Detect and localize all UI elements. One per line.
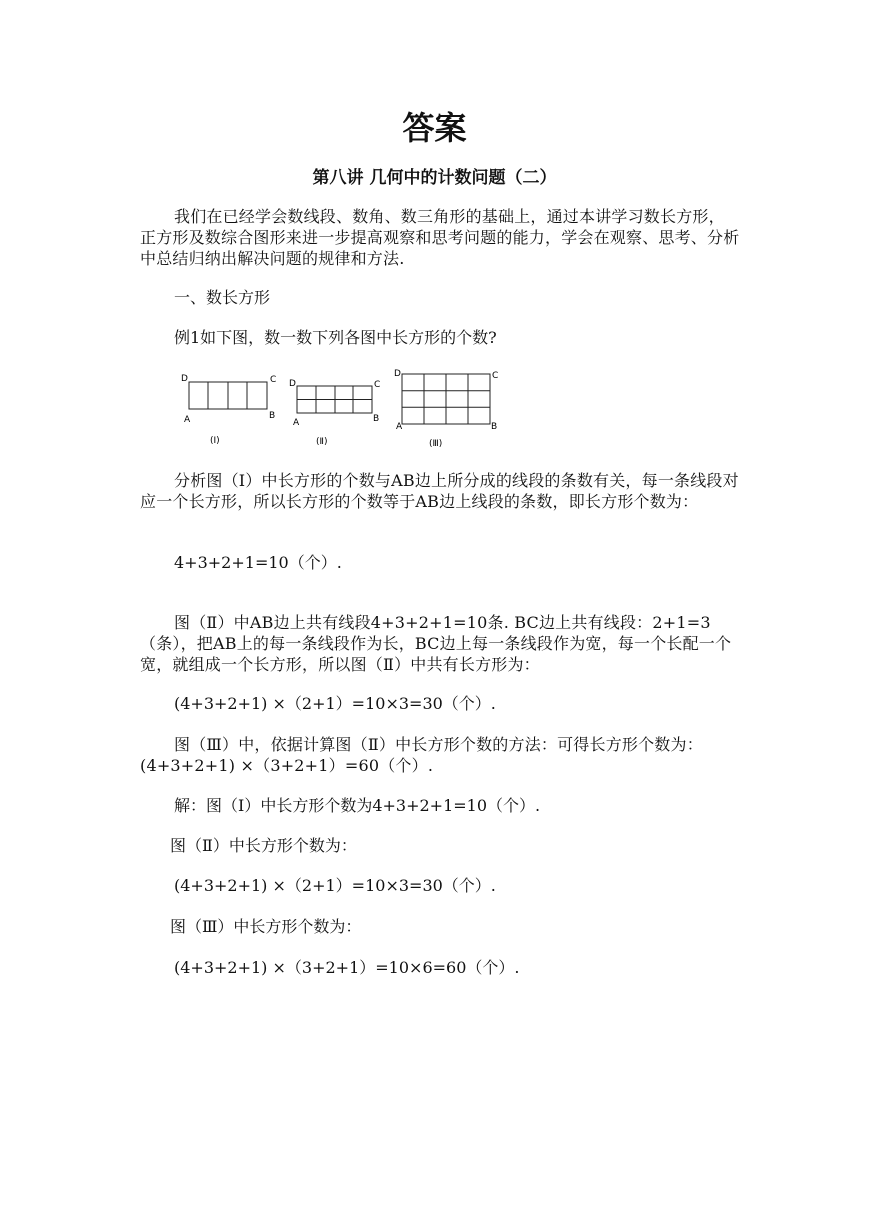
fig3-label-d: D	[394, 369, 401, 379]
solution-line-1: 解：图（Ⅰ）中长方形个数为4+3+2+1=10（个）.	[174, 796, 541, 815]
fig1-caption: (Ⅰ)	[210, 436, 220, 446]
solution-label-3: 图（Ⅲ）中长方形个数为：	[170, 917, 362, 936]
formula-1: 4+3+2+1=10（个）.	[174, 553, 342, 572]
fig2-label-a: A	[293, 418, 300, 428]
fig2-label-b: B	[373, 414, 380, 424]
fig3-caption: (Ⅲ)	[429, 439, 443, 449]
lecture-subtitle: 第八讲 几何中的计数问题（二）	[312, 168, 557, 188]
solution-formula-3: (4+3+2+1) ×（3+2+1）=10×6=60（个）.	[174, 958, 520, 977]
section-heading: 一、数长方形	[174, 288, 271, 307]
figure-1	[189, 382, 267, 409]
fig1-label-a: A	[184, 415, 191, 425]
page-title: 答案	[402, 109, 467, 147]
fig3-label-b: B	[491, 422, 498, 432]
formula-2: (4+3+2+1) ×（2+1）=10×3=30（个）.	[174, 694, 496, 713]
fig3-label-a: A	[396, 422, 403, 432]
fig1-label-b: B	[269, 411, 276, 421]
solution-label-2: 图（Ⅱ）中长方形个数为：	[170, 836, 357, 855]
fig2-caption: (Ⅱ)	[316, 437, 328, 447]
example-question: 例1如下图，数一数下列各图中长方形的个数?	[174, 328, 497, 347]
fig1-label-c: C	[270, 375, 277, 385]
example-figures	[0, 362, 869, 452]
fig2-label-d: D	[289, 379, 296, 389]
fig1-label-d: D	[181, 374, 188, 384]
intro-paragraph: 我们在已经学会数线段、数角、数三角形的基础上，通过本讲学习数长方形，正方形及数综合图形来进一步提高观察和思考问题的能力，学会在观察、思考、分析中总结归纳出解决问题的规律和方法.	[140, 207, 740, 268]
analysis-paragraph-1: 分析图（Ⅰ）中长方形的个数与AB边上所分成的线段的条数有关，每一条线段对应一个长方形，所以长方形的个数等于AB边上线段的条数，即长方形个数为：	[140, 471, 739, 511]
analysis-paragraph-3: 图（Ⅲ）中，依据计算图（Ⅱ）中长方形个数的方法：可得长方形个数为：(4+3+2+1) ×（3+2+1）=60（个）.	[140, 735, 703, 775]
figure-2	[297, 386, 372, 413]
solution-formula-2: (4+3+2+1) ×（2+1）=10×3=30（个）.	[174, 876, 496, 895]
fig3-label-c: C	[492, 371, 499, 381]
figure-3	[402, 374, 490, 424]
fig2-label-c: C	[374, 380, 381, 390]
analysis-paragraph-2: 图（Ⅱ）中AB边上共有线段4+3+2+1=10条. BC边上共有线段：2+1=3（条），把AB上的每一条线段作为长，BC边上每一条线段作为宽，每一个长配一个宽，就组成一个长方形，所以图（Ⅱ）中共有长方形为：	[140, 613, 732, 674]
